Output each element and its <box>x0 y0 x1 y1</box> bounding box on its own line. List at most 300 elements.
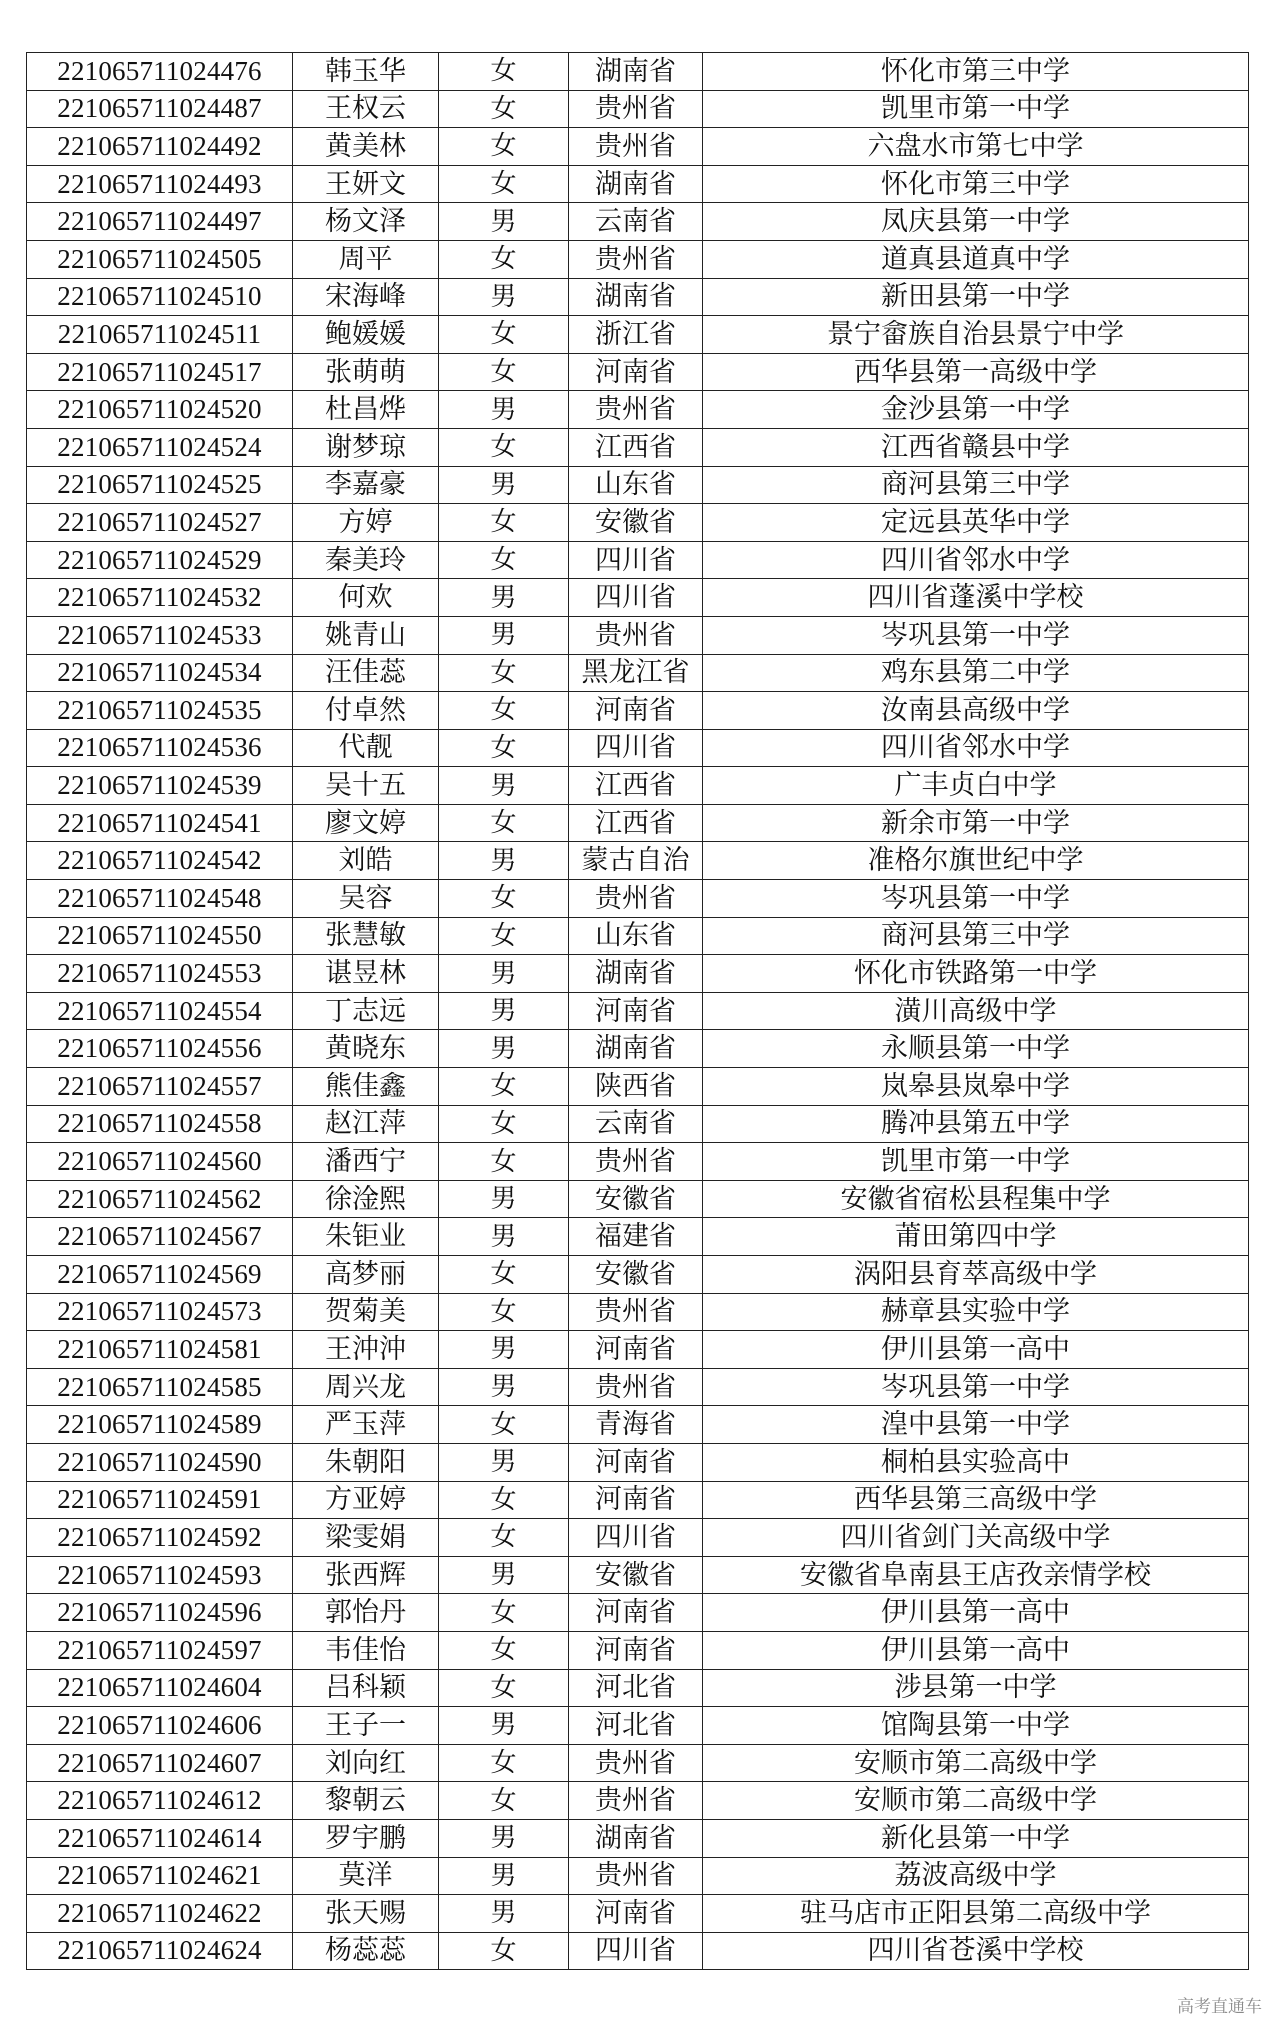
student-name-cell: 韦佳怡 <box>293 1631 439 1669</box>
province-cell: 河南省 <box>569 992 703 1030</box>
student-id-cell: 221065711024597 <box>27 1631 293 1669</box>
gender-cell: 男 <box>439 1556 569 1594</box>
student-name-cell: 谢梦琼 <box>293 428 439 466</box>
student-name-cell: 秦美玲 <box>293 541 439 579</box>
student-name-cell: 汪佳蕊 <box>293 654 439 692</box>
gender-cell: 男 <box>439 278 569 316</box>
student-name-cell: 姚青山 <box>293 616 439 654</box>
student-name-cell: 王子一 <box>293 1707 439 1745</box>
gender-cell: 女 <box>439 504 569 542</box>
school-cell: 安徽省宿松县程集中学 <box>703 1180 1249 1218</box>
school-cell: 伊川县第一高中 <box>703 1594 1249 1632</box>
gender-cell: 女 <box>439 165 569 203</box>
province-cell: 四川省 <box>569 729 703 767</box>
province-cell: 安徽省 <box>569 504 703 542</box>
table-row <box>27 1932 1249 1970</box>
table-row <box>27 1293 1249 1331</box>
table-row <box>27 90 1249 128</box>
province-cell: 河南省 <box>569 1594 703 1632</box>
table-row <box>27 842 1249 880</box>
gender-cell: 女 <box>439 1105 569 1143</box>
gender-cell: 女 <box>439 428 569 466</box>
table-row <box>27 1443 1249 1481</box>
school-cell: 准格尔旗世纪中学 <box>703 842 1249 880</box>
province-cell: 河南省 <box>569 1443 703 1481</box>
student-name-cell: 吴十五 <box>293 767 439 805</box>
student-id-cell: 221065711024542 <box>27 842 293 880</box>
province-cell: 安徽省 <box>569 1556 703 1594</box>
school-cell: 涡阳县育萃高级中学 <box>703 1256 1249 1294</box>
gender-cell: 女 <box>439 1519 569 1557</box>
gender-cell: 男 <box>439 992 569 1030</box>
student-id-cell: 221065711024624 <box>27 1932 293 1970</box>
gender-cell: 女 <box>439 240 569 278</box>
school-cell: 莆田第四中学 <box>703 1218 1249 1256</box>
school-cell: 凯里市第一中学 <box>703 90 1249 128</box>
school-cell: 新余市第一中学 <box>703 804 1249 842</box>
student-id-cell: 221065711024593 <box>27 1556 293 1594</box>
gender-cell: 男 <box>439 1819 569 1857</box>
table-row <box>27 278 1249 316</box>
student-name-cell: 周兴龙 <box>293 1368 439 1406</box>
gender-cell: 女 <box>439 316 569 354</box>
table-row <box>27 466 1249 504</box>
school-cell: 安顺市第二高级中学 <box>703 1744 1249 1782</box>
province-cell: 湖南省 <box>569 165 703 203</box>
gender-cell: 女 <box>439 729 569 767</box>
school-cell: 四川省苍溪中学校 <box>703 1932 1249 1970</box>
student-name-cell: 贺菊美 <box>293 1293 439 1331</box>
student-id-cell: 221065711024525 <box>27 466 293 504</box>
student-id-cell: 221065711024510 <box>27 278 293 316</box>
student-name-cell: 吴容 <box>293 880 439 918</box>
school-cell: 怀化市铁路第一中学 <box>703 955 1249 993</box>
school-cell: 桐柏县实验高中 <box>703 1443 1249 1481</box>
student-id-cell: 221065711024569 <box>27 1256 293 1294</box>
province-cell: 湖南省 <box>569 1030 703 1068</box>
school-cell: 凯里市第一中学 <box>703 1143 1249 1181</box>
province-cell: 四川省 <box>569 541 703 579</box>
gender-cell: 男 <box>439 203 569 241</box>
student-id-cell: 221065711024550 <box>27 917 293 955</box>
table-row <box>27 579 1249 617</box>
gender-cell: 女 <box>439 541 569 579</box>
student-id-cell: 221065711024562 <box>27 1180 293 1218</box>
table-row <box>27 165 1249 203</box>
student-id-cell: 221065711024591 <box>27 1481 293 1519</box>
school-cell: 四川省邻水中学 <box>703 729 1249 767</box>
student-name-cell: 廖文婷 <box>293 804 439 842</box>
table-row <box>27 692 1249 730</box>
student-name-cell: 梁雯娟 <box>293 1519 439 1557</box>
student-name-cell: 黄晓东 <box>293 1030 439 1068</box>
student-id-cell: 221065711024590 <box>27 1443 293 1481</box>
student-name-cell: 徐淦熙 <box>293 1180 439 1218</box>
student-id-cell: 221065711024497 <box>27 203 293 241</box>
student-name-cell: 何欢 <box>293 579 439 617</box>
student-name-cell: 潘西宁 <box>293 1143 439 1181</box>
gender-cell: 女 <box>439 804 569 842</box>
gender-cell: 男 <box>439 1857 569 1895</box>
school-cell: 四川省蓬溪中学校 <box>703 579 1249 617</box>
student-name-cell: 莫洋 <box>293 1857 439 1895</box>
gender-cell: 男 <box>439 1030 569 1068</box>
province-cell: 贵州省 <box>569 240 703 278</box>
student-id-cell: 221065711024529 <box>27 541 293 579</box>
table-row <box>27 880 1249 918</box>
table-row <box>27 1895 1249 1933</box>
student-name-cell: 李嘉豪 <box>293 466 439 504</box>
table-row <box>27 1819 1249 1857</box>
gender-cell: 女 <box>439 917 569 955</box>
province-cell: 贵州省 <box>569 1744 703 1782</box>
province-cell: 青海省 <box>569 1406 703 1444</box>
table-row <box>27 1707 1249 1745</box>
student-name-cell: 杜昌烨 <box>293 391 439 429</box>
gender-cell: 男 <box>439 842 569 880</box>
student-name-cell: 朱朝阳 <box>293 1443 439 1481</box>
student-id-cell: 221065711024554 <box>27 992 293 1030</box>
student-id-cell: 221065711024612 <box>27 1782 293 1820</box>
student-id-cell: 221065711024535 <box>27 692 293 730</box>
table-row <box>27 1594 1249 1632</box>
gender-cell: 男 <box>439 616 569 654</box>
student-id-cell: 221065711024511 <box>27 316 293 354</box>
province-cell: 河南省 <box>569 1895 703 1933</box>
table-row <box>27 1180 1249 1218</box>
student-id-cell: 221065711024532 <box>27 579 293 617</box>
school-cell: 岑巩县第一中学 <box>703 880 1249 918</box>
student-name-cell: 方婷 <box>293 504 439 542</box>
roster-body <box>27 53 1249 1970</box>
table-row <box>27 767 1249 805</box>
gender-cell: 男 <box>439 579 569 617</box>
school-cell: 凤庆县第一中学 <box>703 203 1249 241</box>
school-cell: 涉县第一中学 <box>703 1669 1249 1707</box>
student-name-cell: 张萌萌 <box>293 353 439 391</box>
student-id-cell: 221065711024589 <box>27 1406 293 1444</box>
school-cell: 商河县第三中学 <box>703 917 1249 955</box>
table-row <box>27 1256 1249 1294</box>
school-cell: 岚皋县岚皋中学 <box>703 1068 1249 1106</box>
gender-cell: 男 <box>439 1443 569 1481</box>
student-id-cell: 221065711024585 <box>27 1368 293 1406</box>
table-row <box>27 654 1249 692</box>
school-cell: 驻马店市正阳县第二高级中学 <box>703 1895 1249 1933</box>
student-id-cell: 221065711024596 <box>27 1594 293 1632</box>
table-row <box>27 1481 1249 1519</box>
school-cell: 鸡东县第二中学 <box>703 654 1249 692</box>
school-cell: 伊川县第一高中 <box>703 1331 1249 1369</box>
province-cell: 贵州省 <box>569 1143 703 1181</box>
school-cell: 商河县第三中学 <box>703 466 1249 504</box>
student-name-cell: 熊佳鑫 <box>293 1068 439 1106</box>
student-id-cell: 221065711024527 <box>27 504 293 542</box>
province-cell: 山东省 <box>569 917 703 955</box>
student-name-cell: 周平 <box>293 240 439 278</box>
student-name-cell: 朱钜业 <box>293 1218 439 1256</box>
gender-cell: 女 <box>439 1631 569 1669</box>
gender-cell: 男 <box>439 1895 569 1933</box>
school-cell: 岑巩县第一中学 <box>703 1368 1249 1406</box>
gender-cell: 男 <box>439 1331 569 1369</box>
student-id-cell: 221065711024621 <box>27 1857 293 1895</box>
student-id-cell: 221065711024557 <box>27 1068 293 1106</box>
gender-cell: 女 <box>439 1481 569 1519</box>
student-id-cell: 221065711024534 <box>27 654 293 692</box>
province-cell: 贵州省 <box>569 90 703 128</box>
student-name-cell: 杨文泽 <box>293 203 439 241</box>
school-cell: 赫章县实验中学 <box>703 1293 1249 1331</box>
gender-cell: 女 <box>439 692 569 730</box>
school-cell: 汝南县高级中学 <box>703 692 1249 730</box>
province-cell: 贵州省 <box>569 391 703 429</box>
province-cell: 河南省 <box>569 1481 703 1519</box>
student-name-cell: 丁志远 <box>293 992 439 1030</box>
student-id-cell: 221065711024541 <box>27 804 293 842</box>
school-cell: 广丰贞白中学 <box>703 767 1249 805</box>
student-id-cell: 221065711024622 <box>27 1895 293 1933</box>
province-cell: 河南省 <box>569 353 703 391</box>
table-row <box>27 1068 1249 1106</box>
province-cell: 湖南省 <box>569 955 703 993</box>
gender-cell: 女 <box>439 353 569 391</box>
school-cell: 道真县道真中学 <box>703 240 1249 278</box>
school-cell: 新田县第一中学 <box>703 278 1249 316</box>
student-id-cell: 221065711024553 <box>27 955 293 993</box>
student-id-cell: 221065711024581 <box>27 1331 293 1369</box>
table-row <box>27 1857 1249 1895</box>
gender-cell: 女 <box>439 1782 569 1820</box>
province-cell: 湖南省 <box>569 1819 703 1857</box>
gender-cell: 男 <box>439 767 569 805</box>
province-cell: 陕西省 <box>569 1068 703 1106</box>
gender-cell: 男 <box>439 1180 569 1218</box>
province-cell: 河北省 <box>569 1669 703 1707</box>
student-id-cell: 221065711024476 <box>27 53 293 91</box>
student-name-cell: 高梦丽 <box>293 1256 439 1294</box>
gender-cell: 女 <box>439 1594 569 1632</box>
student-id-cell: 221065711024517 <box>27 353 293 391</box>
table-row <box>27 1406 1249 1444</box>
gender-cell: 女 <box>439 1256 569 1294</box>
gender-cell: 女 <box>439 1068 569 1106</box>
gender-cell: 女 <box>439 654 569 692</box>
student-name-cell: 方亚婷 <box>293 1481 439 1519</box>
gender-cell: 女 <box>439 1669 569 1707</box>
province-cell: 贵州省 <box>569 1782 703 1820</box>
table-row <box>27 1744 1249 1782</box>
table-row <box>27 917 1249 955</box>
student-id-cell: 221065711024505 <box>27 240 293 278</box>
student-id-cell: 221065711024524 <box>27 428 293 466</box>
table-row <box>27 1669 1249 1707</box>
table-row <box>27 1368 1249 1406</box>
table-row <box>27 428 1249 466</box>
student-id-cell: 221065711024592 <box>27 1519 293 1557</box>
school-cell: 四川省剑门关高级中学 <box>703 1519 1249 1557</box>
school-cell: 四川省邻水中学 <box>703 541 1249 579</box>
student-id-cell: 221065711024606 <box>27 1707 293 1745</box>
school-cell: 荔波高级中学 <box>703 1857 1249 1895</box>
province-cell: 蒙古自治 <box>569 842 703 880</box>
table-row <box>27 203 1249 241</box>
table-row <box>27 1030 1249 1068</box>
student-name-cell: 韩玉华 <box>293 53 439 91</box>
table-row <box>27 128 1249 166</box>
table-row <box>27 992 1249 1030</box>
student-name-cell: 代靓 <box>293 729 439 767</box>
student-name-cell: 王妍文 <box>293 165 439 203</box>
school-cell: 六盘水市第七中学 <box>703 128 1249 166</box>
student-name-cell: 宋海峰 <box>293 278 439 316</box>
table-row <box>27 316 1249 354</box>
province-cell: 江西省 <box>569 428 703 466</box>
province-cell: 四川省 <box>569 1932 703 1970</box>
province-cell: 河南省 <box>569 1331 703 1369</box>
table-row <box>27 1556 1249 1594</box>
student-id-cell: 221065711024558 <box>27 1105 293 1143</box>
student-name-cell: 杨蕊蕊 <box>293 1932 439 1970</box>
province-cell: 黑龙江省 <box>569 654 703 692</box>
table-row <box>27 1105 1249 1143</box>
school-cell: 腾冲县第五中学 <box>703 1105 1249 1143</box>
gender-cell: 男 <box>439 1707 569 1745</box>
student-id-cell: 221065711024487 <box>27 90 293 128</box>
table-row <box>27 955 1249 993</box>
table-row <box>27 240 1249 278</box>
table-row <box>27 504 1249 542</box>
province-cell: 云南省 <box>569 203 703 241</box>
table-row <box>27 391 1249 429</box>
gender-cell: 女 <box>439 1293 569 1331</box>
student-id-cell: 221065711024492 <box>27 128 293 166</box>
student-id-cell: 221065711024614 <box>27 1819 293 1857</box>
student-id-cell: 221065711024556 <box>27 1030 293 1068</box>
school-cell: 西华县第三高级中学 <box>703 1481 1249 1519</box>
student-name-cell: 王沖沖 <box>293 1331 439 1369</box>
school-cell: 怀化市第三中学 <box>703 53 1249 91</box>
table-row <box>27 804 1249 842</box>
student-name-cell: 罗宇鹏 <box>293 1819 439 1857</box>
gender-cell: 男 <box>439 1218 569 1256</box>
province-cell: 四川省 <box>569 579 703 617</box>
student-name-cell: 王权云 <box>293 90 439 128</box>
table-row <box>27 53 1249 91</box>
gender-cell: 男 <box>439 955 569 993</box>
gender-cell: 男 <box>439 391 569 429</box>
school-cell: 安顺市第二高级中学 <box>703 1782 1249 1820</box>
table-row <box>27 1519 1249 1557</box>
province-cell: 贵州省 <box>569 1857 703 1895</box>
gender-cell: 女 <box>439 128 569 166</box>
province-cell: 贵州省 <box>569 1293 703 1331</box>
student-name-cell: 刘皓 <box>293 842 439 880</box>
table-row <box>27 1331 1249 1369</box>
student-name-cell: 鲍媛媛 <box>293 316 439 354</box>
province-cell: 湖南省 <box>569 53 703 91</box>
student-name-cell: 张慧敏 <box>293 917 439 955</box>
school-cell: 伊川县第一高中 <box>703 1631 1249 1669</box>
school-cell: 潢川高级中学 <box>703 992 1249 1030</box>
student-name-cell: 郭怡丹 <box>293 1594 439 1632</box>
table-row <box>27 1143 1249 1181</box>
student-name-cell: 黎朝云 <box>293 1782 439 1820</box>
province-cell: 江西省 <box>569 804 703 842</box>
province-cell: 云南省 <box>569 1105 703 1143</box>
school-cell: 永顺县第一中学 <box>703 1030 1249 1068</box>
student-name-cell: 谌昱林 <box>293 955 439 993</box>
school-cell: 湟中县第一中学 <box>703 1406 1249 1444</box>
gender-cell: 女 <box>439 1143 569 1181</box>
table-row <box>27 1218 1249 1256</box>
student-name-cell: 赵江萍 <box>293 1105 439 1143</box>
gender-cell: 女 <box>439 90 569 128</box>
table-row <box>27 1631 1249 1669</box>
gender-cell: 女 <box>439 1932 569 1970</box>
province-cell: 山东省 <box>569 466 703 504</box>
student-id-cell: 221065711024604 <box>27 1669 293 1707</box>
student-id-cell: 221065711024567 <box>27 1218 293 1256</box>
student-id-cell: 221065711024539 <box>27 767 293 805</box>
province-cell: 贵州省 <box>569 880 703 918</box>
province-cell: 浙江省 <box>569 316 703 354</box>
province-cell: 贵州省 <box>569 128 703 166</box>
province-cell: 河南省 <box>569 1631 703 1669</box>
student-id-cell: 221065711024548 <box>27 880 293 918</box>
student-name-cell: 吕科颖 <box>293 1669 439 1707</box>
school-cell: 金沙县第一中学 <box>703 391 1249 429</box>
student-id-cell: 221065711024533 <box>27 616 293 654</box>
gender-cell: 女 <box>439 1744 569 1782</box>
student-id-cell: 221065711024493 <box>27 165 293 203</box>
school-cell: 江西省赣县中学 <box>703 428 1249 466</box>
watermark-text: 高考直通车 <box>1177 1997 1262 2017</box>
gender-cell: 女 <box>439 53 569 91</box>
table-row <box>27 729 1249 767</box>
province-cell: 贵州省 <box>569 616 703 654</box>
table-row <box>27 616 1249 654</box>
student-name-cell: 严玉萍 <box>293 1406 439 1444</box>
province-cell: 贵州省 <box>569 1368 703 1406</box>
student-name-cell: 刘向红 <box>293 1744 439 1782</box>
gender-cell: 女 <box>439 880 569 918</box>
student-id-cell: 221065711024573 <box>27 1293 293 1331</box>
school-cell: 景宁畲族自治县景宁中学 <box>703 316 1249 354</box>
student-id-cell: 221065711024520 <box>27 391 293 429</box>
student-name-cell: 张天赐 <box>293 1895 439 1933</box>
gender-cell: 男 <box>439 466 569 504</box>
student-name-cell: 付卓然 <box>293 692 439 730</box>
table-row <box>27 353 1249 391</box>
school-cell: 岑巩县第一中学 <box>703 616 1249 654</box>
roster-table <box>26 52 1249 1970</box>
province-cell: 福建省 <box>569 1218 703 1256</box>
province-cell: 江西省 <box>569 767 703 805</box>
school-cell: 怀化市第三中学 <box>703 165 1249 203</box>
province-cell: 安徽省 <box>569 1256 703 1294</box>
province-cell: 河北省 <box>569 1707 703 1745</box>
student-id-cell: 221065711024607 <box>27 1744 293 1782</box>
province-cell: 湖南省 <box>569 278 703 316</box>
province-cell: 安徽省 <box>569 1180 703 1218</box>
school-cell: 新化县第一中学 <box>703 1819 1249 1857</box>
province-cell: 河南省 <box>569 692 703 730</box>
student-name-cell: 张西辉 <box>293 1556 439 1594</box>
student-id-cell: 221065711024536 <box>27 729 293 767</box>
gender-cell: 男 <box>439 1368 569 1406</box>
table-row <box>27 1782 1249 1820</box>
